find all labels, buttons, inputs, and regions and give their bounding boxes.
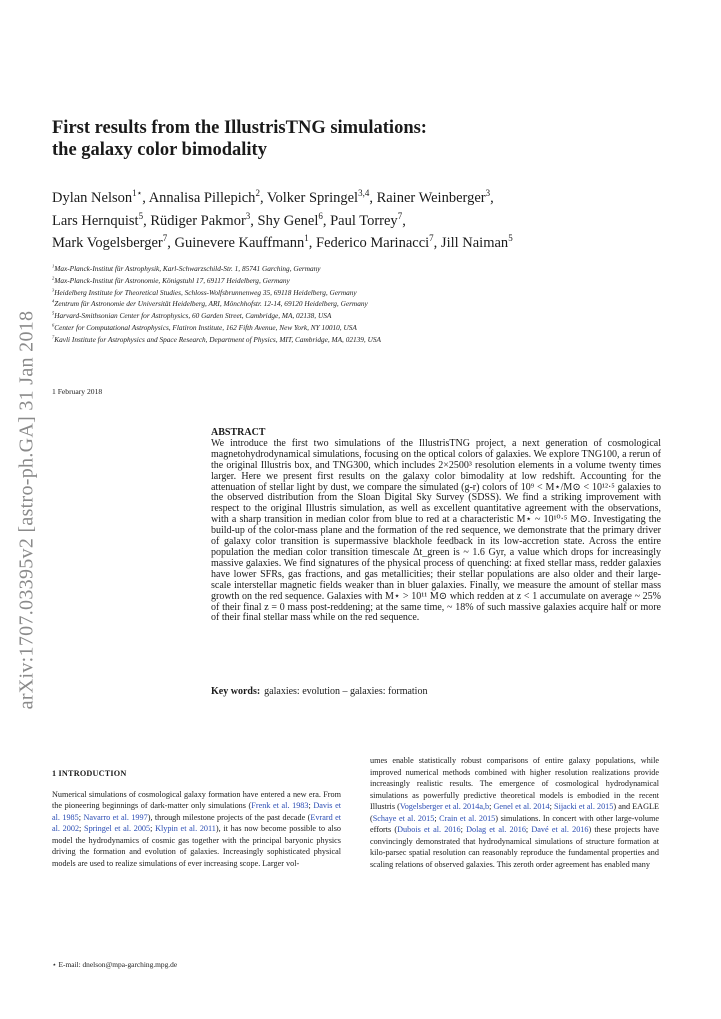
arxiv-identifier: arXiv:1707.03395v2 [astro-ph.GA] 31 Jan 2018: [15, 310, 38, 710]
paragraph-text: ;: [308, 801, 314, 810]
affiliation: [52, 275, 672, 287]
affiliation-number: 2: [52, 275, 55, 281]
author-name: , Annalisa Pillepich: [142, 190, 256, 206]
author-name: , Federico Marinacci: [308, 235, 430, 251]
citation-link[interactable]: Evrard et al. 2002: [52, 812, 342, 833]
affiliation: [52, 298, 672, 310]
paragraph-text: umes enable statistically robust comparisons of entire galaxy populations, while improved numerical methods combined with higher resolution realizations provide increasingly realistic results. The emergence of cosmological hydrodynamical simulations as powerfully predictive theoretical models is embodied in the recent Illustris (: [370, 756, 659, 811]
author-name: Lars Hernquist: [52, 212, 139, 229]
author-affiliation-marker: 1⋆: [132, 188, 143, 199]
title-line-1: First results from the IllustrisTNG simulations:: [52, 118, 427, 138]
paragraph-text: ;: [460, 825, 467, 834]
paragraph-text: ) these projects have convincingly demonstrated that hydrodynamical simulations of structure formation at kilo-parsec spatial resolution can reasonably reproduce the fundamental properties and scaling relations of observed galaxies. This zeroth order agreement has enabled many: [370, 825, 659, 869]
affiliation-text: Kavli Institute for Astrophysics and Space Research, Department of Physics, MIT, Cambridge, MA, 02139, USA: [54, 334, 381, 344]
paragraph-text: ), through milestone projects of the past decade (: [147, 812, 311, 822]
paragraph-text: ;: [79, 824, 85, 833]
affiliation: [52, 263, 672, 275]
author-name: , Rainer Weinberger: [369, 190, 486, 206]
affiliation-text: Zentrum für Astronomie der Universität Heidelberg, ARI, Mönchhofstr. 12-14, 69120 Heidelberg, Germany: [54, 299, 368, 309]
author-affiliation-marker: 3: [245, 210, 251, 221]
author-affiliation-marker: 7: [162, 233, 168, 244]
keywords-text: galaxies: evolution – galaxies: formation: [264, 686, 428, 697]
paragraph-text: ) and EAGLE (: [370, 802, 659, 823]
citation-link[interactable]: Vogelsberger et al. 2014a,b: [399, 802, 490, 811]
author-line: [52, 232, 672, 255]
publication-date: 1 February 2018: [52, 387, 103, 396]
author-affiliation-marker: 7: [397, 210, 403, 221]
abstract: [211, 428, 661, 624]
abstract-text: We introduce the first two simulations of the IllustrisTNG project, a next generation of cosmological magnetohydrodynamical simulations, focusing on the optical colors of galaxies. We explore TNG100, a rerun of the original Illustris box, and TNG300, which includes 2×2500³ resolution elements in a volume twenty times larger. Here we present first results on the galaxy color bimodality at low redshift. Accounting for the attenuation of stellar light by dust, we compare the simulated (g-r) colors of 10⁹ < M⋆/M⊙ < 10¹²·⁵ galaxies to the observed distribution from the Sloan Digital Sky Survey (SDSS). We find a striking improvement with respect to the original Illustris simulation, as well as excellent quantitative agreement with the observations, with a sharp transition in median color from blue to red at a characteristic M⋆ ~ 10¹⁰·⁵ M⊙. Investigating the build-up of the color-mass plane and the formation of the red sequence, we demonstrate that the primary driver of galaxy color transition is supermassive blackhole feedback in its low-accretion state. Across the entire population the median color transition timescale Δt_green is ~ 1.6 Gyr, a value which drops for increasingly massive galaxies. We find signatures of the physical process of quenching: at fixed stellar mass, redder galaxies have lower SFRs, gas fractions, and gas metallicities; their stellar populations are also older and their large-scale interstellar magnetic fields weaker than in bluer galaxies. Finally, we measure the amount of stellar mass growth on the red sequence. Galaxies with M⋆ > 10¹¹ M⊙ which redden at z < 1 accumulate on average ~ 25% of their final z = 0 mass post-reddening; at the same time, ~ 18% of such massive galaxies acquire half or more of their final stellar mass while on the red sequence.: [211, 437, 661, 624]
keywords-label: Key words:: [211, 686, 261, 697]
paragraph-text: ;: [78, 812, 84, 822]
paragraph-text: ;: [434, 813, 440, 823]
affiliation-text: Max-Planck-Institut für Astronomie, Königstuhl 17, 69117 Heidelberg, Germany: [54, 275, 290, 285]
author-name: ,: [402, 212, 406, 229]
author-affiliation-marker: 6: [318, 210, 323, 221]
citation-link[interactable]: Frenk et al. 1983: [251, 801, 309, 810]
author-name: , Volker Springel: [259, 190, 359, 206]
author-name: Dylan Nelson: [52, 190, 133, 206]
affiliation: [52, 322, 672, 334]
author-affiliation-marker: 3: [485, 188, 491, 199]
author-affiliation-marker: 5: [138, 210, 144, 221]
author-name: , Paul Torrey: [322, 212, 398, 229]
citation-link[interactable]: Dubois et al. 2016: [397, 825, 461, 834]
paragraph-text: ) simulations. In concert with other large-volume efforts (: [370, 813, 659, 834]
citation-link[interactable]: Springel et al. 2005: [84, 824, 151, 833]
author-list: [52, 187, 672, 255]
paragraph-text: ;: [150, 824, 156, 833]
author-affiliation-marker: 3,4: [358, 188, 370, 199]
title-line-2: the galaxy color bimodality: [52, 140, 267, 160]
affiliation-number: 3: [52, 287, 55, 293]
affiliation-text: Max-Planck-Institut für Astrophysik, Karl-Schwarzschild-Str. 1, 85741 Garching, Germany: [54, 264, 321, 273]
affiliation-list: [52, 263, 672, 346]
affiliation: [52, 287, 672, 299]
keywords: [211, 686, 661, 697]
author-affiliation-marker: 5: [508, 233, 513, 244]
citation-link[interactable]: Sijacki et al. 2015: [554, 802, 614, 811]
intro-paragraph-right: [370, 755, 659, 870]
paragraph-text: ), it has now become possible to also model the hydrodynamics of cosmic gas together with the principal baryonic physics driving the formation and evolution of galaxies. Increasingly sophisticated physical models are used to realize simulations of ever increasing scope. Larger vol-: [52, 824, 342, 868]
affiliation-number: 7: [52, 334, 55, 340]
citation-link[interactable]: Davé et al. 2016: [531, 825, 589, 834]
author-affiliation-marker: 1: [304, 233, 309, 244]
author-name: ,: [490, 190, 494, 206]
email-footnote: ⋆ E-mail: dnelson@mpa-garching.mpg.de: [52, 960, 178, 969]
citation-link[interactable]: Schaye et al. 2015: [372, 813, 435, 823]
paragraph-text: ;: [489, 802, 494, 811]
intro-paragraph-left: [52, 789, 341, 870]
affiliation-number: 4: [52, 298, 55, 304]
section-heading: 1 INTRODUCTION: [52, 769, 127, 778]
affiliation-text: Harvard-Smithsonian Center for Astrophysics, 60 Garden Street, Cambridge, MA, 02138, USA: [54, 311, 332, 321]
affiliation-text: Center for Computational Astrophysics, Flatiron Institute, 162 Fifth Avenue, New York, NY 10010, USA: [54, 322, 357, 332]
affiliation-number: 5: [52, 310, 55, 316]
paragraph-text: ;: [549, 802, 555, 811]
citation-link[interactable]: Dolag et al. 2016: [466, 825, 526, 834]
affiliation: [52, 334, 672, 346]
abstract-heading: ABSTRACT: [211, 427, 266, 438]
right-column: [370, 755, 659, 870]
author-name: , Rüdiger Pakmor: [143, 212, 246, 229]
author-affiliation-marker: 2: [255, 188, 260, 199]
citation-link[interactable]: Davis et al. 1985: [52, 801, 341, 822]
author-name: , Jill Naiman: [433, 235, 509, 251]
affiliation: [52, 310, 672, 322]
affiliation-text: Heidelberg Institute for Theoretical Studies, Schloss-Wolfsbrunnenweg 35, 69118 Heidelberg, Germany: [54, 287, 357, 297]
paragraph-text: ;: [525, 825, 532, 834]
author-line: [52, 187, 672, 210]
left-column: [52, 768, 341, 869]
citation-link[interactable]: Klypin et al. 2011: [155, 824, 216, 833]
citation-link[interactable]: Crain et al. 2015: [439, 813, 496, 823]
paper-title: [52, 117, 652, 161]
affiliation-number: 1: [52, 263, 55, 269]
author-line: [52, 210, 672, 233]
author-name: Mark Vogelsberger: [52, 235, 163, 251]
affiliation-number: 6: [52, 322, 55, 328]
citation-link[interactable]: Navarro et al. 1997: [83, 812, 148, 822]
author-name: , Guinevere Kauffmann: [167, 235, 305, 251]
author-affiliation-marker: 7: [429, 233, 434, 244]
citation-link[interactable]: Genel et al. 2014: [493, 802, 550, 811]
author-name: , Shy Genel: [250, 212, 319, 229]
paragraph-text: Numerical simulations of cosmological galaxy formation have entered a new era. From the pioneering beginnings of dark-matter only simulations (: [52, 789, 341, 810]
